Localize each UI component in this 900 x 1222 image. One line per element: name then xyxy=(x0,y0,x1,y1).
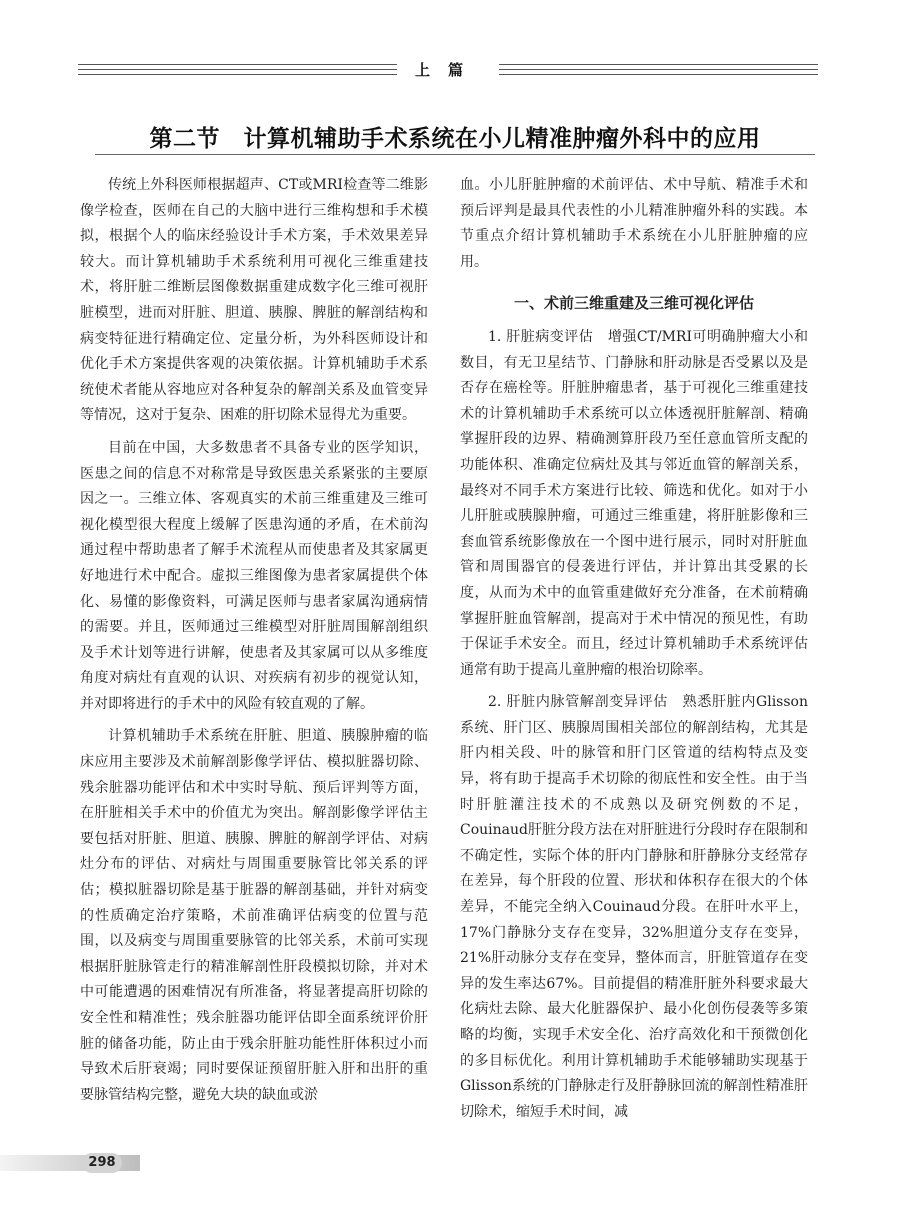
paragraph: 传统上外科医师根据超声、CT或MRI检查等二维影像学检查，医师在自己的大脑中进行三维构想和手术模拟，根据个人的临床经验设计手术方案，手术效果差异较大。而计算机辅助手术系统利用可视化三维重建技术，将肝脏二维断层图像数据重建成数字化三维可视肝脏模型，进而对肝脏、胆道、胰腺、脾脏的解剖结构和病变特征进行精确定位、定量分析，为外科医师设计和优化手术方案提供客观的决策依据。计算机辅助手术系统使术者能从容地应对各种复杂的解剖关系及血管变异等情况，这对于复杂、困难的肝切除术显得尤为重要。 xyxy=(80,177,428,424)
running-header-band xyxy=(78,58,818,82)
paragraph: 1. 肝脏病变评估 增强CT/MRI可明确肿瘤大小和数目，有无卫星结节、门静脉和肝动脉是否受累以及是否存在癌栓等。肝脏肿瘤患者，基于可视化三维重建技术的计算机辅助手术系统可以立体透视肝脏解剖、精确掌握肝段的边界、精确测算肝段乃至任意血管所支配的功能体积、准确定位病灶及其与邻近血管的解剖关系，最终对不同手术方案进行比较、筛选和优化。如对于小儿肝脏或胰腺肿瘤，可通过三维重建，将肝脏影像和三套血管系统影像放在一个图中进行展示，同时对肝脏血管和周围器官的侵袭进行评估，并计算出其受累的长度，从而为术中的血管重建做好充分准备，在术前精确掌握肝脏血管解剖，提高对于术中情况的预见性，有助于保证手术安全。而且，经过计算机辅助手术系统评估通常有助于提高儿童肿瘤的根治切除率。 xyxy=(460,328,808,678)
left-column xyxy=(80,173,428,1108)
section-title: 第二节 计算机辅助手术系统在小儿精准肿瘤外科中的应用 xyxy=(149,126,761,152)
subheading: 一、术前三维重建及三维可视化评估 xyxy=(513,294,754,313)
paragraph-continuation: 血。小儿肝脏肿瘤的术前评估、术中导航、精准手术和预后评判是最具代表性的小儿精准肿瘤外科的实践。本节重点介绍计算机辅助手术系统在小儿肝脏肿瘤的应用。 xyxy=(460,177,808,270)
paragraph: 计算机辅助手术系统在肝脏、胆道、胰腺肿瘤的临床应用主要涉及术前解剖影像学评估、模拟脏器切除、残余脏器功能评估和术中实时导航、预后评判等方面，在肝脏相关手术中的价值尤为突出。解剖影像学评估主要包括对肝脏、胆道、胰腺、脾脏的解剖学评估、对病灶分布的评估、对病灶与周围重要脉管比邻关系的评估；模拟脏器切除是基于脏器的解剖基础，并针对病变的性质确定治疗策略，术前准确评估病变的位置与范围，以及病变与周围重要脉管的比邻关系，术前可实现根据肝脏脉管走行的精准解剖性肝段模拟切除，并对术中可能遭遇的困难情况有所准备，将显著提高肝切除的安全性和精准性；残余脏器功能评估即全面系统评价肝脏的储备功能，防止由于残余肝脏功能性肝体积过小而导致术后肝衰竭；同时要保证预留肝脏入肝和出肝的重要脉管结构完整，避免大块的缺血或淤 xyxy=(80,728,428,1103)
page-number: 298 xyxy=(82,1153,122,1173)
title-underline xyxy=(95,154,815,155)
right-column xyxy=(460,173,808,1125)
paragraph: 目前在中国，大多数患者不具备专业的医学知识，医患之间的信息不对称常是导致医患关系紧张的主要原因之一。三维立体、客观真实的术前三维重建及三维可视化模型很大程度上缓解了医患沟通的矛盾，在术前沟通过程中帮助患者了解手术流程从而使患者及其家属更好地进行术中配合。虚拟三维图像为患者家属提供个体化、易懂的影像资料，可满足医师与患者家属沟通病情的需要。并且，医师通过三维模型对肝脏周围解剖组织及手术计划等进行讲解，使患者及其家属可以从多维度角度对病灶有直观的认识、对疾病有初步的视觉认知，并对即将进行的手术中的风险有较直观的了解。 xyxy=(80,439,428,712)
footer-band xyxy=(0,1153,900,1173)
running-header: 上篇 xyxy=(397,58,499,82)
paragraph: 2. 肝脏内脉管解剖变异评估 熟悉肝脏内Glisson系统、肝门区、胰腺周围相关部位的解剖结构，尤其是肝内相关段、叶的脉管和肝门区管道的结构特点及变异，将有助于提高手术切除的彻底性和安全性。由于当时肝脏灌注技术的不成熟以及研究例数的不足，Couinaud肝脏分段方法在对肝脏进行分段时存在限制和不确定性，实际个体的肝内门静脉和肝静脉分支经常存在差异，每个肝段的位置、形状和体积存在很大的个体差异，不能完全纳入Couinaud分段。在肝叶水平上，17%门静脉分支存在变异，32%胆道分支存在变异，21%肝动脉分支存在变异，整体而言，肝脏管道存在变异的发生率达67%。目前提倡的精准肝脏外科要求最大化病灶去除、最大化脏器保护、最小化创伤侵袭等多策略的均衡，实现手术安全化、治疗高效化和干预微创化的多目标优化。利用计算机辅助手术能够辅助实现基于Glisson系统的门静脉走行及肝静脉回流的解剖性精准肝切除术，缩短手术时间，减 xyxy=(460,694,808,1120)
